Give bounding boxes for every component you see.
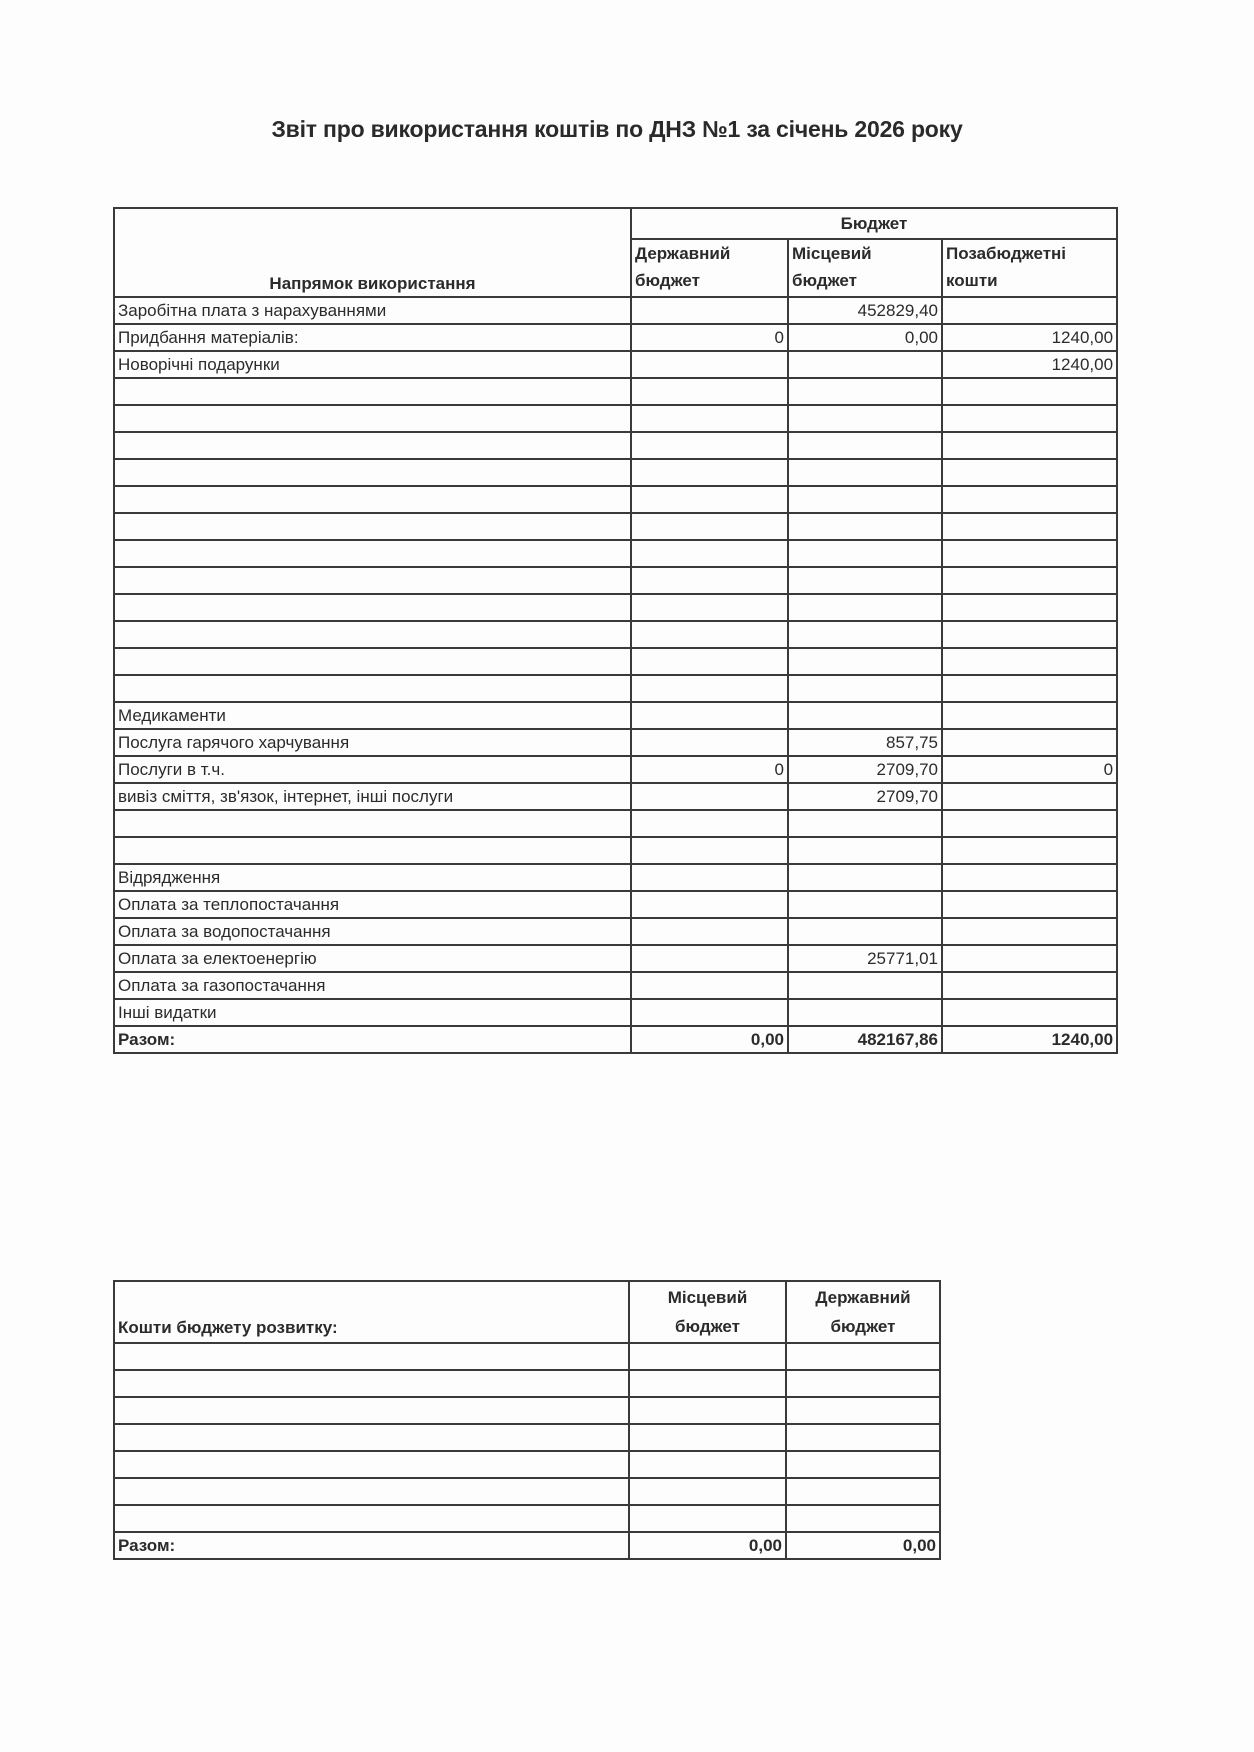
report-title: Звіт про використання коштів по ДНЗ №1 за січень 2026 року xyxy=(271,116,963,142)
state-budget-cell xyxy=(631,567,788,594)
extra-budget-cell: 1240,00 xyxy=(942,324,1117,351)
row-label xyxy=(114,648,631,675)
extra-budget-cell xyxy=(942,405,1117,432)
table-row xyxy=(114,918,1117,945)
row-label xyxy=(114,459,631,486)
local-budget-cell xyxy=(629,1397,786,1424)
total-local: 482167,86 xyxy=(788,1026,942,1053)
local-budget-cell: 2709,70 xyxy=(788,783,942,810)
state-budget-cell xyxy=(631,783,788,810)
local-budget-cell xyxy=(788,648,942,675)
table-row xyxy=(114,513,1117,540)
row-label: Оплата за електоенергію xyxy=(114,945,631,972)
header-state-budget: Державний бюджет xyxy=(786,1281,940,1343)
row-label: Оплата за теплопостачання xyxy=(114,891,631,918)
state-budget-cell xyxy=(631,891,788,918)
extra-budget-cell xyxy=(942,648,1117,675)
local-budget-cell xyxy=(788,621,942,648)
local-budget-cell xyxy=(788,459,942,486)
table-row xyxy=(114,1397,940,1424)
state-budget-cell xyxy=(631,864,788,891)
row-label xyxy=(114,675,631,702)
state-budget-cell xyxy=(631,918,788,945)
local-budget-cell xyxy=(788,513,942,540)
total-state: 0,00 xyxy=(786,1532,940,1559)
state-budget-cell xyxy=(631,972,788,999)
state-budget-cell xyxy=(631,513,788,540)
local-budget-cell xyxy=(788,567,942,594)
state-budget-cell xyxy=(631,486,788,513)
row-label: Медикаменти xyxy=(114,702,631,729)
row-label xyxy=(114,486,631,513)
table-row xyxy=(114,324,1117,351)
local-budget-cell: 857,75 xyxy=(788,729,942,756)
table-row xyxy=(114,756,1117,783)
extra-budget-cell xyxy=(942,540,1117,567)
local-budget-cell xyxy=(788,432,942,459)
header-extra-budget: Позабюджетні кошти xyxy=(942,239,1117,297)
table-row xyxy=(114,972,1117,999)
extra-budget-cell xyxy=(942,837,1117,864)
total-state: 0,00 xyxy=(631,1026,788,1053)
state-budget-cell xyxy=(631,702,788,729)
extra-budget-cell xyxy=(942,297,1117,324)
local-budget-cell xyxy=(629,1370,786,1397)
header-local-budget: Місцевий бюджет xyxy=(788,239,942,297)
local-budget-cell xyxy=(629,1451,786,1478)
table-row xyxy=(114,648,1117,675)
row-label xyxy=(114,1478,629,1505)
state-budget-cell xyxy=(631,945,788,972)
row-label xyxy=(114,432,631,459)
extra-budget-cell xyxy=(942,945,1117,972)
state-budget-cell xyxy=(631,432,788,459)
table-row xyxy=(114,837,1117,864)
row-label xyxy=(114,1343,629,1370)
extra-budget-cell: 0 xyxy=(942,756,1117,783)
table-row xyxy=(114,702,1117,729)
local-budget-cell: 452829,40 xyxy=(788,297,942,324)
extra-budget-cell xyxy=(942,729,1117,756)
table-row xyxy=(114,1451,940,1478)
extra-budget-cell xyxy=(942,378,1117,405)
state-budget-cell xyxy=(786,1397,940,1424)
row-label xyxy=(114,621,631,648)
local-budget-cell xyxy=(629,1478,786,1505)
state-budget-cell xyxy=(631,675,788,702)
row-label xyxy=(114,1424,629,1451)
extra-budget-cell xyxy=(942,810,1117,837)
extra-budget-cell xyxy=(942,459,1117,486)
table-row xyxy=(114,675,1117,702)
state-budget-cell xyxy=(631,405,788,432)
table-row xyxy=(114,567,1117,594)
total-label: Разом: xyxy=(114,1026,631,1053)
row-label xyxy=(114,540,631,567)
header-row xyxy=(114,1281,940,1343)
state-budget-cell xyxy=(786,1478,940,1505)
local-budget-cell xyxy=(788,918,942,945)
table-row xyxy=(114,1478,940,1505)
expenditure-table xyxy=(113,207,1118,1054)
local-budget-cell xyxy=(788,351,942,378)
state-budget-cell xyxy=(786,1370,940,1397)
header-local-budget: Місцевий бюджет xyxy=(629,1281,786,1343)
development-budget-table xyxy=(113,1280,941,1560)
table-row xyxy=(114,432,1117,459)
table-row xyxy=(114,378,1117,405)
state-budget-cell xyxy=(631,621,788,648)
state-budget-cell xyxy=(631,594,788,621)
table-row xyxy=(114,1424,940,1451)
state-budget-cell xyxy=(631,378,788,405)
table-row xyxy=(114,1505,940,1532)
table-row xyxy=(114,729,1117,756)
header-dev-label: Кошти бюджету розвитку: xyxy=(114,1281,629,1343)
extra-budget-cell: 1240,00 xyxy=(942,351,1117,378)
row-label xyxy=(114,837,631,864)
row-label: Оплата за газопостачання xyxy=(114,972,631,999)
total-local: 0,00 xyxy=(629,1532,786,1559)
local-budget-cell xyxy=(788,810,942,837)
row-label: Оплата за водопостачання xyxy=(114,918,631,945)
extra-budget-cell xyxy=(942,918,1117,945)
extra-budget-cell xyxy=(942,621,1117,648)
header-row xyxy=(114,208,1117,239)
row-label: вивіз сміття, зв'язок, інтернет, інші послуги xyxy=(114,783,631,810)
local-budget-cell xyxy=(788,891,942,918)
state-budget-cell xyxy=(631,837,788,864)
row-label xyxy=(114,810,631,837)
extra-budget-cell xyxy=(942,432,1117,459)
local-budget-cell xyxy=(788,837,942,864)
extra-budget-cell xyxy=(942,864,1117,891)
table-row xyxy=(114,486,1117,513)
extra-budget-cell xyxy=(942,594,1117,621)
row-label: Інші видатки xyxy=(114,999,631,1026)
table-row xyxy=(114,864,1117,891)
table-row xyxy=(114,783,1117,810)
table-row xyxy=(114,621,1117,648)
table-row xyxy=(114,540,1117,567)
row-label xyxy=(114,1370,629,1397)
state-budget-cell xyxy=(631,810,788,837)
table-row xyxy=(114,1343,940,1370)
row-label xyxy=(114,513,631,540)
table-row xyxy=(114,810,1117,837)
header-direction: Напрямок використання xyxy=(114,208,631,297)
local-budget-cell xyxy=(788,999,942,1026)
local-budget-cell xyxy=(629,1343,786,1370)
extra-budget-cell xyxy=(942,567,1117,594)
row-label: Послуга гарячого харчування xyxy=(114,729,631,756)
table-row xyxy=(114,405,1117,432)
row-label xyxy=(114,1397,629,1424)
state-budget-cell xyxy=(631,297,788,324)
local-budget-cell xyxy=(788,864,942,891)
table-row xyxy=(114,594,1117,621)
local-budget-cell xyxy=(788,540,942,567)
extra-budget-cell xyxy=(942,675,1117,702)
extra-budget-cell xyxy=(942,891,1117,918)
row-label: Заробітна плата з нарахуваннями xyxy=(114,297,631,324)
state-budget-cell xyxy=(631,459,788,486)
row-label xyxy=(114,405,631,432)
local-budget-cell xyxy=(788,702,942,729)
row-label xyxy=(114,1505,629,1532)
state-budget-cell: 0 xyxy=(631,324,788,351)
total-extra: 1240,00 xyxy=(942,1026,1117,1053)
local-budget-cell xyxy=(788,675,942,702)
row-label: Відрядження xyxy=(114,864,631,891)
state-budget-cell xyxy=(631,729,788,756)
row-label: Придбання матеріалів: xyxy=(114,324,631,351)
row-label xyxy=(114,1451,629,1478)
local-budget-cell xyxy=(629,1424,786,1451)
local-budget-cell xyxy=(788,378,942,405)
table-row xyxy=(114,891,1117,918)
state-budget-cell xyxy=(631,999,788,1026)
table-row xyxy=(114,999,1117,1026)
local-budget-cell: 0,00 xyxy=(788,324,942,351)
table-row xyxy=(114,945,1117,972)
table-row xyxy=(114,1370,940,1397)
state-budget-cell xyxy=(631,648,788,675)
local-budget-cell xyxy=(788,594,942,621)
total-row xyxy=(114,1532,940,1559)
total-row xyxy=(114,1026,1117,1053)
table-row xyxy=(114,351,1117,378)
extra-budget-cell xyxy=(942,999,1117,1026)
table-row xyxy=(114,297,1117,324)
row-label xyxy=(114,594,631,621)
local-budget-cell xyxy=(629,1505,786,1532)
state-budget-cell xyxy=(786,1505,940,1532)
row-label: Послуги в т.ч. xyxy=(114,756,631,783)
local-budget-cell xyxy=(788,486,942,513)
row-label xyxy=(114,567,631,594)
header-budget-group: Бюджет xyxy=(631,208,1117,239)
state-budget-cell xyxy=(786,1424,940,1451)
header-state-budget: Державний бюджет xyxy=(631,239,788,297)
local-budget-cell xyxy=(788,405,942,432)
row-label: Новорічні подарунки xyxy=(114,351,631,378)
local-budget-cell: 2709,70 xyxy=(788,756,942,783)
extra-budget-cell xyxy=(942,783,1117,810)
local-budget-cell xyxy=(788,972,942,999)
row-label xyxy=(114,378,631,405)
state-budget-cell: 0 xyxy=(631,756,788,783)
state-budget-cell xyxy=(631,351,788,378)
state-budget-cell xyxy=(786,1343,940,1370)
state-budget-cell xyxy=(786,1451,940,1478)
table-row xyxy=(114,459,1117,486)
extra-budget-cell xyxy=(942,972,1117,999)
extra-budget-cell xyxy=(942,513,1117,540)
local-budget-cell: 25771,01 xyxy=(788,945,942,972)
state-budget-cell xyxy=(631,540,788,567)
extra-budget-cell xyxy=(942,486,1117,513)
extra-budget-cell xyxy=(942,702,1117,729)
total-label: Разом: xyxy=(114,1532,629,1559)
